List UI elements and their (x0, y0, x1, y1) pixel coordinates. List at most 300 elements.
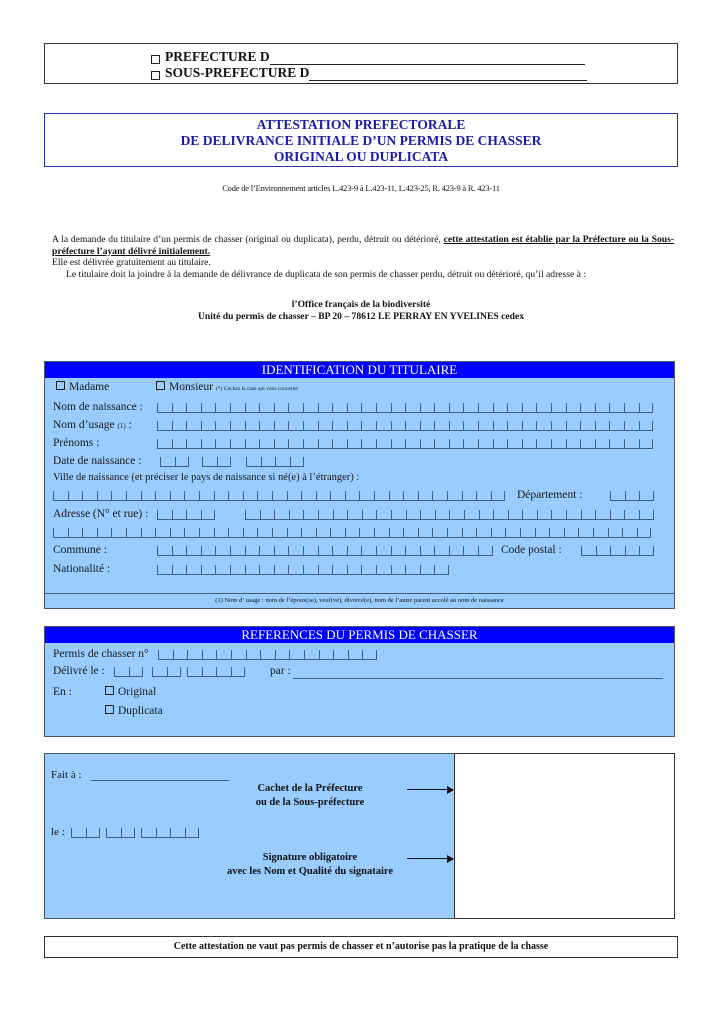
char-cell[interactable] (172, 510, 187, 520)
char-cell[interactable] (243, 491, 258, 501)
char-cell[interactable] (245, 565, 260, 575)
monsieur-option[interactable] (156, 381, 298, 393)
char-cell[interactable] (522, 510, 537, 520)
char-cell[interactable] (405, 546, 420, 556)
char-cell[interactable] (434, 403, 449, 413)
char-cell[interactable] (551, 421, 566, 431)
char-cell[interactable] (287, 528, 302, 538)
char-cell[interactable] (172, 565, 187, 575)
char-cell[interactable] (288, 421, 303, 431)
char-cell[interactable] (449, 510, 464, 520)
char-cell[interactable] (609, 439, 624, 449)
delivre-year[interactable] (187, 667, 245, 677)
prefecture-name-field[interactable] (270, 52, 585, 65)
departement-field[interactable] (610, 491, 654, 501)
char-cell[interactable] (493, 439, 508, 449)
char-cell[interactable] (405, 565, 420, 575)
char-cell[interactable] (288, 403, 303, 413)
char-cell[interactable] (596, 546, 611, 556)
char-cell[interactable] (595, 403, 610, 413)
char-cell[interactable] (420, 565, 435, 575)
char-cell[interactable] (156, 828, 171, 838)
char-cell[interactable] (157, 403, 172, 413)
char-cell[interactable] (374, 491, 389, 501)
char-cell[interactable] (274, 546, 289, 556)
permis-no-field[interactable] (158, 650, 377, 660)
char-cell[interactable] (493, 403, 508, 413)
par-field[interactable] (293, 678, 663, 679)
char-cell[interactable] (316, 491, 331, 501)
char-cell[interactable] (245, 439, 260, 449)
char-cell[interactable] (141, 828, 156, 838)
char-cell[interactable] (348, 650, 363, 660)
char-cell[interactable] (82, 528, 97, 538)
madame-checkbox[interactable] (56, 381, 65, 390)
char-cell[interactable] (449, 403, 464, 413)
char-cell[interactable] (288, 439, 303, 449)
char-cell[interactable] (172, 421, 187, 431)
char-cell[interactable] (275, 650, 290, 660)
char-cell[interactable] (361, 421, 376, 431)
char-cell[interactable] (639, 491, 654, 501)
char-cell[interactable] (230, 546, 245, 556)
char-cell[interactable] (274, 421, 289, 431)
char-cell[interactable] (158, 650, 173, 660)
char-cell[interactable] (609, 403, 624, 413)
signature-date-month[interactable] (106, 828, 135, 838)
char-cell[interactable] (476, 528, 491, 538)
char-cell[interactable] (476, 491, 491, 501)
char-cell[interactable] (303, 546, 318, 556)
char-cell[interactable] (318, 565, 333, 575)
char-cell[interactable] (566, 403, 581, 413)
char-cell[interactable] (536, 439, 551, 449)
char-cell[interactable] (301, 491, 316, 501)
duplicata-checkbox[interactable] (105, 705, 114, 714)
char-cell[interactable] (537, 510, 552, 520)
char-cell[interactable] (126, 491, 141, 501)
date-naissance-day[interactable] (160, 457, 189, 467)
char-cell[interactable] (288, 565, 303, 575)
char-cell[interactable] (289, 510, 304, 520)
char-cell[interactable] (111, 491, 126, 501)
char-cell[interactable] (434, 565, 449, 575)
char-cell[interactable] (201, 439, 216, 449)
char-cell[interactable] (462, 528, 477, 538)
date-naissance-year[interactable] (246, 457, 304, 467)
char-cell[interactable] (522, 403, 537, 413)
char-cell[interactable] (449, 546, 464, 556)
char-cell[interactable] (157, 546, 172, 556)
char-cell[interactable] (639, 546, 654, 556)
char-cell[interactable] (463, 403, 478, 413)
duplicata-option[interactable] (105, 705, 163, 717)
char-cell[interactable] (420, 421, 435, 431)
char-cell[interactable] (478, 439, 493, 449)
char-cell[interactable] (246, 457, 261, 467)
char-cell[interactable] (593, 528, 608, 538)
char-cell[interactable] (228, 491, 243, 501)
date-naissance-month[interactable] (202, 457, 231, 467)
char-cell[interactable] (447, 491, 462, 501)
char-cell[interactable] (491, 491, 506, 501)
char-cell[interactable] (97, 528, 112, 538)
char-cell[interactable] (406, 510, 421, 520)
delivre-month[interactable] (152, 667, 181, 677)
char-cell[interactable] (405, 421, 420, 431)
monsieur-checkbox[interactable] (156, 381, 165, 390)
char-cell[interactable] (432, 528, 447, 538)
char-cell[interactable] (259, 421, 274, 431)
char-cell[interactable] (566, 421, 581, 431)
char-cell[interactable] (260, 510, 275, 520)
char-cell[interactable] (520, 528, 535, 538)
char-cell[interactable] (330, 528, 345, 538)
char-cell[interactable] (418, 528, 433, 538)
char-cell[interactable] (609, 421, 624, 431)
char-cell[interactable] (449, 439, 464, 449)
char-cell[interactable] (362, 650, 377, 660)
adresse-suite-field[interactable] (53, 528, 651, 538)
char-cell[interactable] (362, 510, 377, 520)
char-cell[interactable] (260, 650, 275, 660)
char-cell[interactable] (507, 403, 522, 413)
char-cell[interactable] (330, 491, 345, 501)
char-cell[interactable] (167, 667, 182, 677)
char-cell[interactable] (126, 528, 141, 538)
char-cell[interactable] (157, 439, 172, 449)
char-cell[interactable] (318, 546, 333, 556)
char-cell[interactable] (376, 439, 391, 449)
char-cell[interactable] (201, 403, 216, 413)
char-cell[interactable] (186, 510, 201, 520)
char-cell[interactable] (507, 439, 522, 449)
char-cell[interactable] (199, 491, 214, 501)
char-cell[interactable] (172, 546, 187, 556)
char-cell[interactable] (536, 421, 551, 431)
char-cell[interactable] (345, 491, 360, 501)
char-cell[interactable] (391, 510, 406, 520)
nom-naissance-field[interactable] (157, 403, 653, 413)
sous-prefecture-checkbox[interactable] (151, 71, 160, 80)
char-cell[interactable] (289, 650, 304, 660)
char-cell[interactable] (186, 565, 201, 575)
char-cell[interactable] (420, 439, 435, 449)
char-cell[interactable] (202, 457, 217, 467)
char-cell[interactable] (610, 491, 625, 501)
char-cell[interactable] (288, 546, 303, 556)
char-cell[interactable] (186, 421, 201, 431)
char-cell[interactable] (216, 667, 231, 677)
char-cell[interactable] (230, 565, 245, 575)
char-cell[interactable] (157, 510, 172, 520)
char-cell[interactable] (215, 403, 230, 413)
char-cell[interactable] (318, 439, 333, 449)
char-cell[interactable] (160, 457, 175, 467)
char-cell[interactable] (581, 546, 596, 556)
char-cell[interactable] (389, 491, 404, 501)
char-cell[interactable] (318, 510, 333, 520)
char-cell[interactable] (580, 403, 595, 413)
char-cell[interactable] (215, 439, 230, 449)
char-cell[interactable] (595, 439, 610, 449)
char-cell[interactable] (624, 510, 639, 520)
char-cell[interactable] (275, 457, 290, 467)
char-cell[interactable] (230, 421, 245, 431)
char-cell[interactable] (391, 403, 406, 413)
char-cell[interactable] (333, 510, 348, 520)
char-cell[interactable] (347, 421, 362, 431)
char-cell[interactable] (152, 667, 167, 677)
char-cell[interactable] (68, 491, 83, 501)
char-cell[interactable] (361, 546, 376, 556)
char-cell[interactable] (332, 439, 347, 449)
char-cell[interactable] (246, 650, 261, 660)
char-cell[interactable] (347, 439, 362, 449)
char-cell[interactable] (625, 491, 640, 501)
char-cell[interactable] (186, 403, 201, 413)
char-cell[interactable] (187, 650, 202, 660)
char-cell[interactable] (361, 439, 376, 449)
char-cell[interactable] (71, 828, 86, 838)
char-cell[interactable] (201, 510, 216, 520)
char-cell[interactable] (464, 510, 479, 520)
char-cell[interactable] (551, 403, 566, 413)
char-cell[interactable] (581, 510, 596, 520)
char-cell[interactable] (333, 650, 348, 660)
char-cell[interactable] (303, 510, 318, 520)
sous-prefecture-name-field[interactable] (309, 68, 587, 81)
char-cell[interactable] (184, 491, 199, 501)
char-cell[interactable] (405, 403, 420, 413)
char-cell[interactable] (347, 510, 362, 520)
char-cell[interactable] (432, 491, 447, 501)
char-cell[interactable] (231, 667, 246, 677)
char-cell[interactable] (418, 491, 433, 501)
char-cell[interactable] (435, 510, 450, 520)
char-cell[interactable] (391, 546, 406, 556)
char-cell[interactable] (508, 510, 523, 520)
char-cell[interactable] (274, 565, 289, 575)
char-cell[interactable] (434, 439, 449, 449)
char-cell[interactable] (245, 403, 260, 413)
char-cell[interactable] (462, 491, 477, 501)
char-cell[interactable] (389, 528, 404, 538)
char-cell[interactable] (170, 828, 185, 838)
char-cell[interactable] (361, 403, 376, 413)
char-cell[interactable] (551, 439, 566, 449)
char-cell[interactable] (202, 667, 217, 677)
char-cell[interactable] (230, 403, 245, 413)
char-cell[interactable] (106, 828, 121, 838)
char-cell[interactable] (403, 491, 418, 501)
char-cell[interactable] (449, 421, 464, 431)
char-cell[interactable] (463, 439, 478, 449)
char-cell[interactable] (304, 650, 319, 660)
char-cell[interactable] (186, 439, 201, 449)
char-cell[interactable] (522, 439, 537, 449)
char-cell[interactable] (303, 565, 318, 575)
char-cell[interactable] (332, 546, 347, 556)
char-cell[interactable] (478, 403, 493, 413)
prefecture-checkbox[interactable] (151, 55, 160, 64)
char-cell[interactable] (173, 650, 188, 660)
char-cell[interactable] (186, 546, 201, 556)
char-cell[interactable] (184, 528, 199, 538)
char-cell[interactable] (97, 491, 112, 501)
char-cell[interactable] (535, 528, 550, 538)
char-cell[interactable] (420, 403, 435, 413)
char-cell[interactable] (376, 546, 391, 556)
char-cell[interactable] (434, 421, 449, 431)
original-option[interactable] (105, 686, 156, 698)
char-cell[interactable] (214, 491, 229, 501)
char-cell[interactable] (257, 528, 272, 538)
signature-date-day[interactable] (71, 828, 100, 838)
char-cell[interactable] (345, 528, 360, 538)
char-cell[interactable] (243, 528, 258, 538)
char-cell[interactable] (259, 403, 274, 413)
char-cell[interactable] (172, 439, 187, 449)
char-cell[interactable] (53, 491, 68, 501)
char-cell[interactable] (434, 546, 449, 556)
char-cell[interactable] (566, 439, 581, 449)
char-cell[interactable] (637, 528, 652, 538)
char-cell[interactable] (374, 528, 389, 538)
char-cell[interactable] (639, 421, 654, 431)
char-cell[interactable] (536, 403, 551, 413)
char-cell[interactable] (201, 546, 216, 556)
char-cell[interactable] (505, 528, 520, 538)
char-cell[interactable] (157, 565, 172, 575)
char-cell[interactable] (347, 403, 362, 413)
char-cell[interactable] (230, 439, 245, 449)
char-cell[interactable] (170, 491, 185, 501)
fait-a-field[interactable] (91, 780, 229, 781)
char-cell[interactable] (129, 667, 144, 677)
char-cell[interactable] (595, 510, 610, 520)
delivre-day[interactable] (114, 667, 143, 677)
char-cell[interactable] (463, 546, 478, 556)
char-cell[interactable] (228, 528, 243, 538)
char-cell[interactable] (478, 421, 493, 431)
char-cell[interactable] (391, 565, 406, 575)
char-cell[interactable] (478, 546, 493, 556)
char-cell[interactable] (403, 528, 418, 538)
char-cell[interactable] (185, 828, 200, 838)
char-cell[interactable] (639, 510, 654, 520)
char-cell[interactable] (564, 528, 579, 538)
char-cell[interactable] (376, 565, 391, 575)
char-cell[interactable] (608, 528, 623, 538)
char-cell[interactable] (114, 667, 129, 677)
stamp-signature-area[interactable] (454, 753, 675, 919)
char-cell[interactable] (187, 667, 202, 677)
char-cell[interactable] (491, 528, 506, 538)
char-cell[interactable] (303, 439, 318, 449)
char-cell[interactable] (522, 421, 537, 431)
char-cell[interactable] (259, 546, 274, 556)
char-cell[interactable] (595, 421, 610, 431)
char-cell[interactable] (549, 528, 564, 538)
char-cell[interactable] (566, 510, 581, 520)
char-cell[interactable] (274, 403, 289, 413)
ville-naissance-field[interactable] (53, 491, 505, 501)
char-cell[interactable] (332, 403, 347, 413)
adresse-rue-field[interactable] (245, 510, 654, 520)
char-cell[interactable] (624, 403, 639, 413)
char-cell[interactable] (316, 528, 331, 538)
char-cell[interactable] (215, 421, 230, 431)
char-cell[interactable] (141, 491, 156, 501)
char-cell[interactable] (318, 421, 333, 431)
char-cell[interactable] (259, 439, 274, 449)
char-cell[interactable] (622, 528, 637, 538)
char-cell[interactable] (376, 510, 391, 520)
char-cell[interactable] (319, 650, 334, 660)
char-cell[interactable] (624, 421, 639, 431)
char-cell[interactable] (86, 828, 101, 838)
char-cell[interactable] (155, 491, 170, 501)
char-cell[interactable] (493, 421, 508, 431)
char-cell[interactable] (202, 650, 217, 660)
char-cell[interactable] (359, 491, 374, 501)
char-cell[interactable] (257, 491, 272, 501)
char-cell[interactable] (359, 528, 374, 538)
char-cell[interactable] (53, 528, 68, 538)
char-cell[interactable] (578, 528, 593, 538)
char-cell[interactable] (580, 421, 595, 431)
char-cell[interactable] (332, 421, 347, 431)
char-cell[interactable] (551, 510, 566, 520)
char-cell[interactable] (172, 403, 187, 413)
char-cell[interactable] (507, 421, 522, 431)
char-cell[interactable] (347, 546, 362, 556)
char-cell[interactable] (111, 528, 126, 538)
char-cell[interactable] (274, 510, 289, 520)
char-cell[interactable] (82, 491, 97, 501)
char-cell[interactable] (259, 565, 274, 575)
char-cell[interactable] (301, 528, 316, 538)
char-cell[interactable] (391, 421, 406, 431)
char-cell[interactable] (376, 421, 391, 431)
char-cell[interactable] (610, 510, 625, 520)
char-cell[interactable] (261, 457, 276, 467)
char-cell[interactable] (580, 439, 595, 449)
char-cell[interactable] (170, 528, 185, 538)
char-cell[interactable] (141, 528, 156, 538)
char-cell[interactable] (447, 528, 462, 538)
char-cell[interactable] (420, 510, 435, 520)
char-cell[interactable] (639, 439, 654, 449)
char-cell[interactable] (215, 565, 230, 575)
char-cell[interactable] (245, 546, 260, 556)
char-cell[interactable] (303, 421, 318, 431)
commune-field[interactable] (157, 546, 493, 556)
original-checkbox[interactable] (105, 686, 114, 695)
char-cell[interactable] (199, 528, 214, 538)
nom-usage-field[interactable] (157, 421, 653, 431)
char-cell[interactable] (175, 457, 190, 467)
char-cell[interactable] (157, 421, 172, 431)
char-cell[interactable] (318, 403, 333, 413)
char-cell[interactable] (479, 510, 494, 520)
char-cell[interactable] (420, 546, 435, 556)
char-cell[interactable] (361, 565, 376, 575)
char-cell[interactable] (463, 421, 478, 431)
char-cell[interactable] (376, 403, 391, 413)
prenoms-field[interactable] (157, 439, 653, 449)
